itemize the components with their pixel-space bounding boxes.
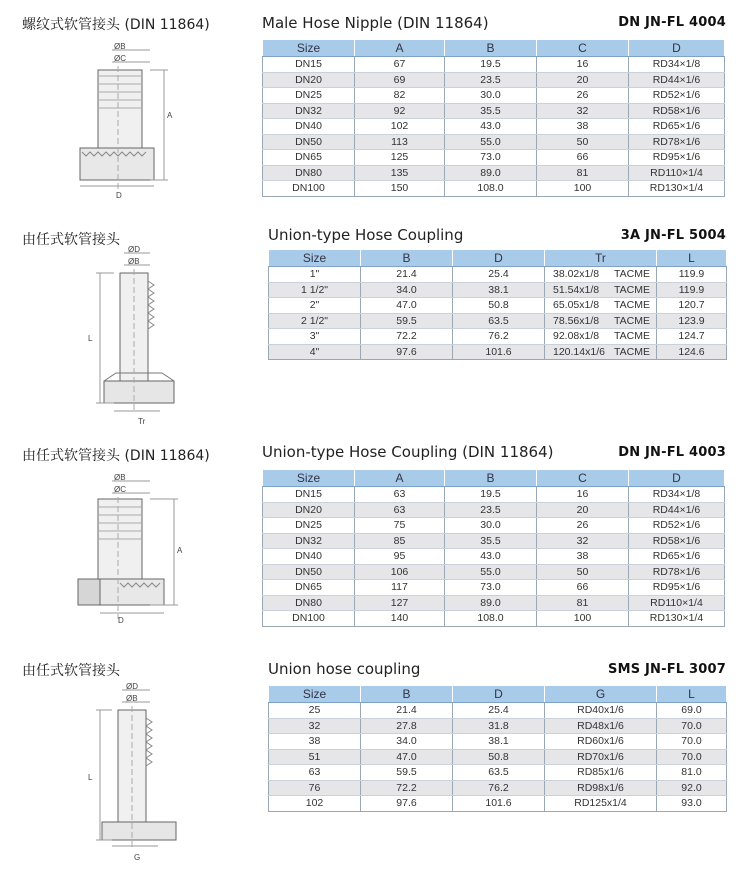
table-row <box>269 282 727 298</box>
union-type-hose-coupling-din-drawing <box>0 471 240 661</box>
tr-value: 38.02x1/8 <box>553 268 600 281</box>
label-oc: ØC <box>114 54 126 63</box>
table-cell: DN25 <box>263 518 355 534</box>
table-cell: 63.5 <box>453 765 545 781</box>
table-cell: 32 <box>537 103 629 119</box>
table-cell: RD70x1/6 <box>545 749 657 765</box>
table-cell: 102 <box>269 796 361 812</box>
table-cell: 59.5 <box>361 765 453 781</box>
label-od: ØD <box>128 245 140 254</box>
table-cell: 16 <box>537 57 629 73</box>
table-row <box>263 181 725 197</box>
table-cell: 66 <box>537 150 629 166</box>
table-cell: 124.6 <box>657 344 727 360</box>
table-cell: 106 <box>355 564 445 580</box>
table-cell: 76 <box>269 780 361 796</box>
table-cell: 100 <box>537 181 629 197</box>
table-cell: 75 <box>355 518 445 534</box>
table-cell: 31.8 <box>453 718 545 734</box>
section-male-hose-nipple <box>0 0 746 210</box>
table-cell: 38 <box>537 119 629 135</box>
table-cell: 20 <box>537 502 629 518</box>
table-row <box>269 313 727 329</box>
table-cell: 63 <box>269 765 361 781</box>
table-cell: 50 <box>537 564 629 580</box>
table-cell: 32 <box>269 718 361 734</box>
table-cell: 70.0 <box>657 734 727 750</box>
table-cell: 93.0 <box>657 796 727 812</box>
table-cell: 47.0 <box>361 749 453 765</box>
table-cell: 67 <box>355 57 445 73</box>
table-cell: DN15 <box>263 487 355 503</box>
table-row <box>263 134 725 150</box>
en-title: Union-type Hose Coupling (DIN 11864) <box>262 443 554 461</box>
table-cell: 38 <box>537 549 629 565</box>
table-cell: 19.5 <box>445 487 537 503</box>
table-cell: 34.0 <box>361 282 453 298</box>
table-cell: RD65×1/6 <box>629 549 725 565</box>
tr-value: 51.54x1/8 <box>553 283 600 296</box>
table-cell: 73.0 <box>445 580 537 596</box>
section-union-type-hose-coupling <box>0 215 746 435</box>
table-cell: 117 <box>355 580 445 596</box>
column-header: G <box>545 686 657 703</box>
table-cell: 55.0 <box>445 134 537 150</box>
table-cell: 72.2 <box>361 329 453 345</box>
column-header: A <box>355 470 445 487</box>
table-row <box>263 533 725 549</box>
table-cell: DN50 <box>263 564 355 580</box>
table-cell: 76.2 <box>453 780 545 796</box>
union-type-hose-coupling-drawing <box>0 243 240 448</box>
table-cell: RD130×1/4 <box>629 611 725 627</box>
table-cell: 108.0 <box>445 181 537 197</box>
table-row <box>269 718 727 734</box>
table-cell: 125 <box>355 150 445 166</box>
table-cell: 21.4 <box>361 703 453 719</box>
cn-title: 由任式软管接头 <box>22 663 120 679</box>
table-cell: RD78×1/6 <box>629 134 725 150</box>
section-union-hose-coupling <box>0 652 746 862</box>
label-oc: ØC <box>114 485 126 494</box>
table-cell: RD58×1/6 <box>629 103 725 119</box>
column-header: C <box>537 470 629 487</box>
table-row <box>263 119 725 135</box>
table-cell: DN100 <box>263 611 355 627</box>
table-cell-tr <box>545 313 657 329</box>
table-cell: 140 <box>355 611 445 627</box>
table-cell-tr <box>545 344 657 360</box>
label-ob: ØB <box>114 473 126 482</box>
table-row <box>263 518 725 534</box>
tr-value: 65.05x1/8 <box>553 299 600 312</box>
tr-thread-type: TACME <box>614 283 650 296</box>
table-cell: RD44×1/6 <box>629 72 725 88</box>
table-cell: RD95×1/6 <box>629 580 725 596</box>
product-code: DN JN-FL 4004 <box>618 15 726 30</box>
tr-thread-type: TACME <box>614 314 650 327</box>
table-cell: 108.0 <box>445 611 537 627</box>
column-header: B <box>445 40 537 57</box>
table-cell: RD48x1/6 <box>545 718 657 734</box>
table-cell: 43.0 <box>445 119 537 135</box>
table-row <box>269 329 727 345</box>
label-l: L <box>88 334 93 343</box>
table-row <box>263 57 725 73</box>
product-code: DN JN-FL 4003 <box>618 445 726 460</box>
table-cell: 85 <box>355 533 445 549</box>
cn-title: 螺纹式软管接头 (DIN 11864) <box>22 17 210 33</box>
label-a: A <box>167 111 173 120</box>
table-cell: RD130×1/4 <box>629 181 725 197</box>
table-cell: 70.0 <box>657 718 727 734</box>
table-cell-tr <box>545 282 657 298</box>
table-cell: DN40 <box>263 119 355 135</box>
table-cell: 101.6 <box>453 796 545 812</box>
table-cell: 30.0 <box>445 88 537 104</box>
table-row <box>263 564 725 580</box>
table-cell: 102 <box>355 119 445 135</box>
table-row <box>269 796 727 812</box>
column-header: Size <box>269 250 361 267</box>
table-row <box>269 765 727 781</box>
column-header: D <box>453 250 545 267</box>
table-row <box>269 749 727 765</box>
column-header: A <box>355 40 445 57</box>
table-row <box>263 103 725 119</box>
spec-table <box>268 249 727 360</box>
label-d: D <box>118 616 124 625</box>
column-header: D <box>629 40 725 57</box>
table-cell: 150 <box>355 181 445 197</box>
table-row <box>269 780 727 796</box>
tr-value: 92.08x1/8 <box>553 330 600 343</box>
tr-thread-type: TACME <box>614 345 650 358</box>
table-cell: DN65 <box>263 150 355 166</box>
table-cell: RD58×1/6 <box>629 533 725 549</box>
table-cell: DN80 <box>263 595 355 611</box>
table-cell: 100 <box>537 611 629 627</box>
table-cell: 34.0 <box>361 734 453 750</box>
table-cell: 23.5 <box>445 72 537 88</box>
table-cell: 3" <box>269 329 361 345</box>
table-cell: 35.5 <box>445 103 537 119</box>
table-cell: 50 <box>537 134 629 150</box>
table-cell: RD52×1/6 <box>629 88 725 104</box>
table-cell: 72.2 <box>361 780 453 796</box>
table-cell: 69.0 <box>657 703 727 719</box>
column-header: Size <box>269 686 361 703</box>
column-header: Size <box>263 470 355 487</box>
table-cell: DN15 <box>263 57 355 73</box>
table-cell: 119.9 <box>657 282 727 298</box>
table-cell: RD34×1/8 <box>629 487 725 503</box>
table-cell: 101.6 <box>453 344 545 360</box>
table-cell: 92 <box>355 103 445 119</box>
table-cell: RD95×1/6 <box>629 150 725 166</box>
table-row <box>263 595 725 611</box>
tr-thread-type: TACME <box>614 330 650 343</box>
table-row <box>263 165 725 181</box>
label-ob: ØB <box>114 42 126 51</box>
table-cell: 1" <box>269 267 361 283</box>
table-cell: 38 <box>269 734 361 750</box>
label-ob: ØB <box>128 257 140 266</box>
table-cell: 70.0 <box>657 749 727 765</box>
table-cell: 2 1/2" <box>269 313 361 329</box>
label-l: L <box>88 773 93 782</box>
table-cell: DN25 <box>263 88 355 104</box>
table-cell: 35.5 <box>445 533 537 549</box>
en-title: Male Hose Nipple (DIN 11864) <box>262 14 489 32</box>
table-cell: 113 <box>355 134 445 150</box>
table-cell: 127 <box>355 595 445 611</box>
table-cell: RD34×1/8 <box>629 57 725 73</box>
table-cell: 26 <box>537 518 629 534</box>
product-code: 3A JN-FL 5004 <box>620 228 726 243</box>
en-title: Union hose coupling <box>268 660 421 678</box>
table-cell: 76.2 <box>453 329 545 345</box>
column-header: C <box>537 40 629 57</box>
table-cell: 16 <box>537 487 629 503</box>
table-cell: 30.0 <box>445 518 537 534</box>
en-title: Union-type Hose Coupling <box>268 226 464 244</box>
table-row <box>269 734 727 750</box>
column-header: D <box>453 686 545 703</box>
label-d: D <box>116 191 122 200</box>
table-cell: 51 <box>269 749 361 765</box>
table-cell: 50.8 <box>453 298 545 314</box>
table-cell: DN100 <box>263 181 355 197</box>
table-row <box>269 703 727 719</box>
label-tr: Tr <box>138 417 146 426</box>
table-cell: 73.0 <box>445 150 537 166</box>
table-cell: 26 <box>537 88 629 104</box>
table-cell: 20 <box>537 72 629 88</box>
table-row <box>263 72 725 88</box>
table-cell: 95 <box>355 549 445 565</box>
table-cell: DN32 <box>263 103 355 119</box>
table-cell: DN65 <box>263 580 355 596</box>
tr-value: 78.56x1/8 <box>553 314 600 327</box>
table-cell: 25 <box>269 703 361 719</box>
table-cell: 38.1 <box>453 282 545 298</box>
table-cell: 19.5 <box>445 57 537 73</box>
table-cell: RD110×1/4 <box>629 595 725 611</box>
table-cell: RD40x1/6 <box>545 703 657 719</box>
table-cell: RD110×1/4 <box>629 165 725 181</box>
table-cell: 25.4 <box>453 267 545 283</box>
table-row <box>263 150 725 166</box>
spec-table <box>262 39 725 197</box>
table-cell: 124.7 <box>657 329 727 345</box>
column-header: Tr <box>545 250 657 267</box>
table-row <box>263 549 725 565</box>
table-cell: DN32 <box>263 533 355 549</box>
table-cell: 120.7 <box>657 298 727 314</box>
column-header: D <box>629 470 725 487</box>
table-row <box>269 267 727 283</box>
table-cell: 82 <box>355 88 445 104</box>
table-cell: 66 <box>537 580 629 596</box>
table-cell: 89.0 <box>445 165 537 181</box>
table-cell: 32 <box>537 533 629 549</box>
table-cell: 81 <box>537 595 629 611</box>
table-row <box>263 487 725 503</box>
table-cell: 119.9 <box>657 267 727 283</box>
tr-thread-type: TACME <box>614 299 650 312</box>
column-header: B <box>445 470 537 487</box>
column-header: B <box>361 250 453 267</box>
table-cell: 69 <box>355 72 445 88</box>
table-cell: 1 1/2" <box>269 282 361 298</box>
table-cell-tr <box>545 329 657 345</box>
table-cell: 4" <box>269 344 361 360</box>
table-cell: DN40 <box>263 549 355 565</box>
table-row <box>263 88 725 104</box>
table-cell: 63 <box>355 487 445 503</box>
male-hose-nipple-drawing <box>0 40 240 240</box>
product-code: SMS JN-FL 3007 <box>608 662 726 677</box>
column-header: L <box>657 686 727 703</box>
table-row <box>263 580 725 596</box>
table-cell: 81.0 <box>657 765 727 781</box>
tr-thread-type: TACME <box>614 268 650 281</box>
table-cell: 50.8 <box>453 749 545 765</box>
table-cell: RD65×1/6 <box>629 119 725 135</box>
cn-title: 由任式软管接头 <box>22 232 120 248</box>
table-cell: RD44×1/6 <box>629 502 725 518</box>
table-cell: 81 <box>537 165 629 181</box>
table-cell: RD125x1/4 <box>545 796 657 812</box>
table-cell: 92.0 <box>657 780 727 796</box>
label-g: G <box>134 853 141 862</box>
table-cell: 47.0 <box>361 298 453 314</box>
table-row <box>263 611 725 627</box>
table-cell: 23.5 <box>445 502 537 518</box>
table-row <box>269 298 727 314</box>
tr-value: 120.14x1/6 <box>553 345 605 358</box>
table-cell: 21.4 <box>361 267 453 283</box>
column-header: L <box>657 250 727 267</box>
table-cell: 55.0 <box>445 564 537 580</box>
table-cell: 63 <box>355 502 445 518</box>
spec-table <box>262 469 725 627</box>
table-cell: 27.8 <box>361 718 453 734</box>
table-cell: RD85x1/6 <box>545 765 657 781</box>
table-cell: 135 <box>355 165 445 181</box>
union-hose-coupling-drawing <box>0 680 240 880</box>
table-cell: DN20 <box>263 502 355 518</box>
table-cell: 89.0 <box>445 595 537 611</box>
table-cell: RD60x1/6 <box>545 734 657 750</box>
table-cell: RD98x1/6 <box>545 780 657 796</box>
table-cell: DN80 <box>263 165 355 181</box>
table-cell: RD52×1/6 <box>629 518 725 534</box>
table-cell: 97.6 <box>361 344 453 360</box>
table-cell-tr <box>545 298 657 314</box>
table-cell: 25.4 <box>453 703 545 719</box>
section-union-type-hose-coupling-din <box>0 437 746 647</box>
table-row <box>263 502 725 518</box>
column-header: B <box>361 686 453 703</box>
table-cell-tr <box>545 267 657 283</box>
table-cell: 63.5 <box>453 313 545 329</box>
label-a: A <box>177 546 183 555</box>
table-cell: 38.1 <box>453 734 545 750</box>
table-cell: DN50 <box>263 134 355 150</box>
table-cell: 43.0 <box>445 549 537 565</box>
column-header: Size <box>263 40 355 57</box>
label-od: ØD <box>126 682 138 691</box>
table-cell: 123.9 <box>657 313 727 329</box>
table-cell: RD78×1/6 <box>629 564 725 580</box>
table-cell: 2" <box>269 298 361 314</box>
table-cell: 97.6 <box>361 796 453 812</box>
table-cell: DN20 <box>263 72 355 88</box>
table-cell: 59.5 <box>361 313 453 329</box>
cn-title: 由任式软管接头 (DIN 11864) <box>22 448 210 464</box>
spec-table <box>268 685 727 812</box>
table-row <box>269 344 727 360</box>
label-ob: ØB <box>126 694 138 703</box>
